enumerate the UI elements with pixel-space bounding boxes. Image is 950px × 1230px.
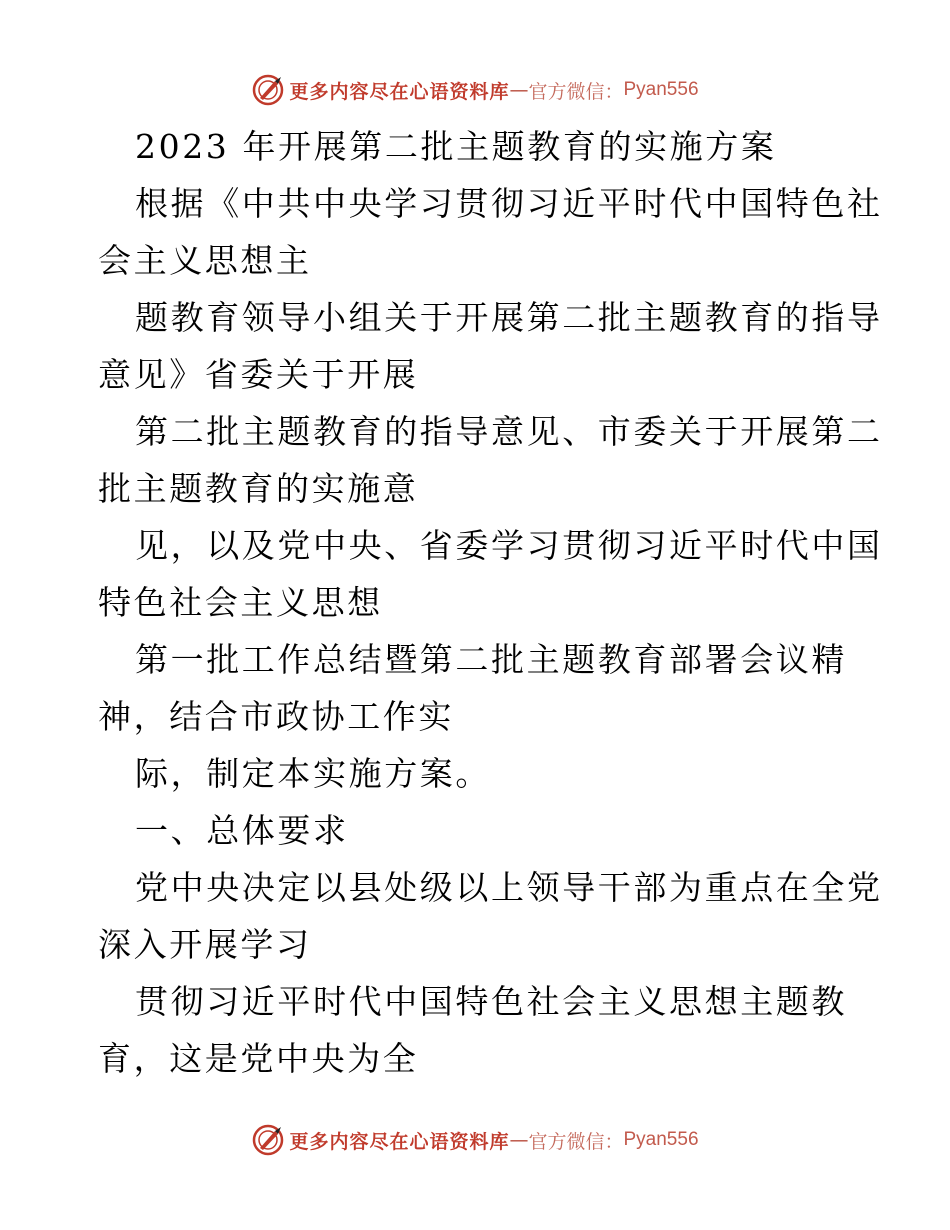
paragraph-line: 见，以及党中央、省委学习贯彻习近平时代中国: [135, 526, 883, 565]
paragraph-line: 育，这是党中央为全: [98, 1039, 419, 1078]
paragraph-line: 题教育领导小组关于开展第二批主题教育的指导: [135, 298, 883, 337]
paragraph-line: 党中央决定以县处级以上领导干部为重点在全党: [135, 868, 883, 907]
banner-dash: —: [509, 79, 529, 101]
section-heading: 一、总体要求: [135, 811, 349, 850]
footer-banner: [0, 1120, 950, 1160]
banner-site-name: 更多内容尽在心语资料库: [289, 80, 510, 103]
paragraph-line: 贯彻习近平时代中国特色社会主义思想主题教: [135, 982, 847, 1021]
quill-logo-icon: [251, 73, 285, 107]
banner-wechat-label: 官方微信：: [528, 80, 624, 103]
paragraph-line: 第一批工作总结暨第二批主题教育部署会议精: [135, 640, 847, 679]
paragraph-line: 批主题教育的实施意: [98, 469, 419, 508]
paragraph-line: 深入开展学习: [98, 925, 312, 964]
banner-site-name: 更多内容尽在心语资料库: [289, 1130, 510, 1153]
paragraph-line: 会主义思想主: [98, 241, 312, 280]
quill-logo-icon: [251, 1123, 285, 1157]
paragraph-line: 根据《中共中央学习贯彻习近平时代中国特色社: [135, 184, 883, 223]
banner-wechat-id: Pyan556: [623, 79, 699, 100]
paragraph-line: 特色社会主义思想: [98, 583, 383, 622]
banner-dash: —: [509, 1129, 529, 1151]
document-title: 2023 年开展第二批主题教育的实施方案: [135, 127, 777, 166]
paragraph-line: 神，结合市政协工作实: [98, 697, 454, 736]
paragraph-line: 第二批主题教育的指导意见、市委关于开展第二: [135, 412, 883, 451]
document-body: [98, 118, 883, 1087]
banner-wechat-id: Pyan556: [623, 1129, 699, 1150]
paragraph-line: 际，制定本实施方案。: [135, 754, 491, 793]
banner-wechat-label: 官方微信：: [528, 1130, 624, 1153]
paragraph-line: 意见》省委关于开展: [98, 355, 419, 394]
header-banner: [0, 70, 950, 110]
